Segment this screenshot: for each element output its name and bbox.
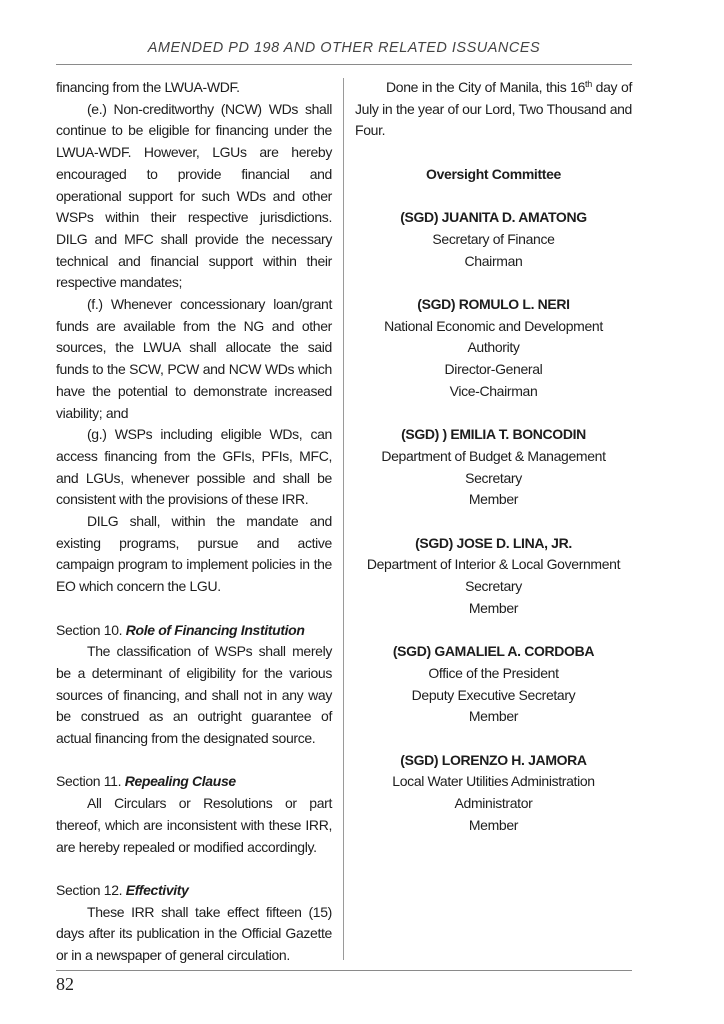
signatory-line: Member [468,491,519,508]
signatory [355,750,632,837]
section-number: Section 11. [56,773,122,790]
signatory-name: (SGD) JUANITA D. AMATONG [400,209,587,226]
header-rule [56,64,632,65]
signatory-line: National Economic and Development [384,317,603,334]
right-column [355,77,632,837]
section-title: Role of Financing Institution [125,621,305,638]
signatory-line: Office of the President [428,664,559,681]
section-heading [56,880,332,902]
footer-rule [56,970,632,971]
section-number: Section 12. [56,881,123,898]
signatory [355,207,632,272]
paragraph: (g.) WSPs including eligible WDs, can access financing from the GFIs, PFIs, MFC, and LGUs, whenever possible and shall be consistent with the provisions of these IRR. [56,426,332,508]
signatory-name: (SGD) ROMULO L. NERI [417,296,570,312]
done-statement [355,77,632,142]
section-heading [56,620,332,642]
ordinal-suffix: th [585,79,592,89]
signatory-line: Secretary of Finance [432,230,555,247]
signatory-line: Authority [467,339,520,356]
signatory [355,641,632,728]
signatory-line: Local Water Utilities Administration [392,773,595,790]
signatory-line: Administrator [454,795,533,812]
signatory-line: Vice-Chairman [449,382,538,399]
signatory [355,424,632,511]
paragraph: (e.) Non-creditworthy (NCW) WDs shall continue to be eligible for financing under the LWUA-WDF. However, LGUs are hereby encouraged to provide financial and operational support for such WDs and other WSPs within their respective jurisdictions. DILG and MFC shall provide the necessary technical and financial support within their respective mandates; [56,100,332,291]
signatory-name: (SGD) JOSE D. LINA, JR. [415,534,572,551]
signatory-line: Secretary [465,578,522,595]
left-column [56,77,332,967]
section-heading [56,771,332,793]
section-title: Effectivity [125,881,189,898]
section-body: The classification of WSPs shall merely be a determinant of eligibility for the various sources of financing, and shall not in any way be construed as an outright guarantee of actual financing from the designated source. [56,643,332,747]
signatory-line: Department of Interior & Local Government [366,556,621,573]
paragraph: DILG shall, within the mandate and existing programs, pursue and active campaign program to implement policies in the EO which concern the LGU. [56,513,332,595]
signatory [355,533,632,620]
signatory-line: Chairman [464,252,523,269]
signatory-name: (SGD) LORENZO H. JAMORA [400,751,587,768]
paragraph: (f.) Whenever concessionary loan/grant funds are available from the NG and other sources, the LWUA shall allocate the said funds to the SCW, PCW and NCW WDs which have the potential to demonstrate increased viability; and [56,296,332,421]
signatory-line: Member [468,599,519,616]
done-text-start: Done in the City of Manila, this 16 [386,79,586,95]
section-body: These IRR shall take effect fifteen (15) days after its publication in the Official Gazette or in a newspaper of general circulation. [56,903,332,964]
signatory-line: Deputy Executive Secretary [411,686,576,703]
signatory-name: (SGD) ) EMILIA T. BONCODIN [401,426,586,443]
signatory-line: Member [468,816,519,833]
signatory-line: Director-General [444,361,543,378]
section-body: All Circulars or Resolutions or part thereof, which are inconsistent with these IRR, are hereby repealed or modified accordingly. [56,795,332,855]
column-divider [343,78,344,960]
signatory-line: Department of Budget & Management [381,447,606,464]
paragraph: financing from the LWUA-WDF. [56,79,240,95]
signatory-line: Member [468,708,519,725]
signatory [355,294,632,403]
signatory-line: Secretary [465,469,522,486]
signatory-name: (SGD) GAMALIEL A. CORDOBA [392,643,595,660]
committee-title: Oversight Committee [426,165,561,182]
section-title: Repealing Clause [124,773,236,790]
page-number: 82 [56,974,74,994]
section-number: Section 10. [56,621,123,638]
running-header: AMENDED PD 198 AND OTHER RELATED ISSUANCES [147,40,541,56]
done-text-end: day of July in the year of our Lord, Two Thousand and Four. [355,79,632,139]
